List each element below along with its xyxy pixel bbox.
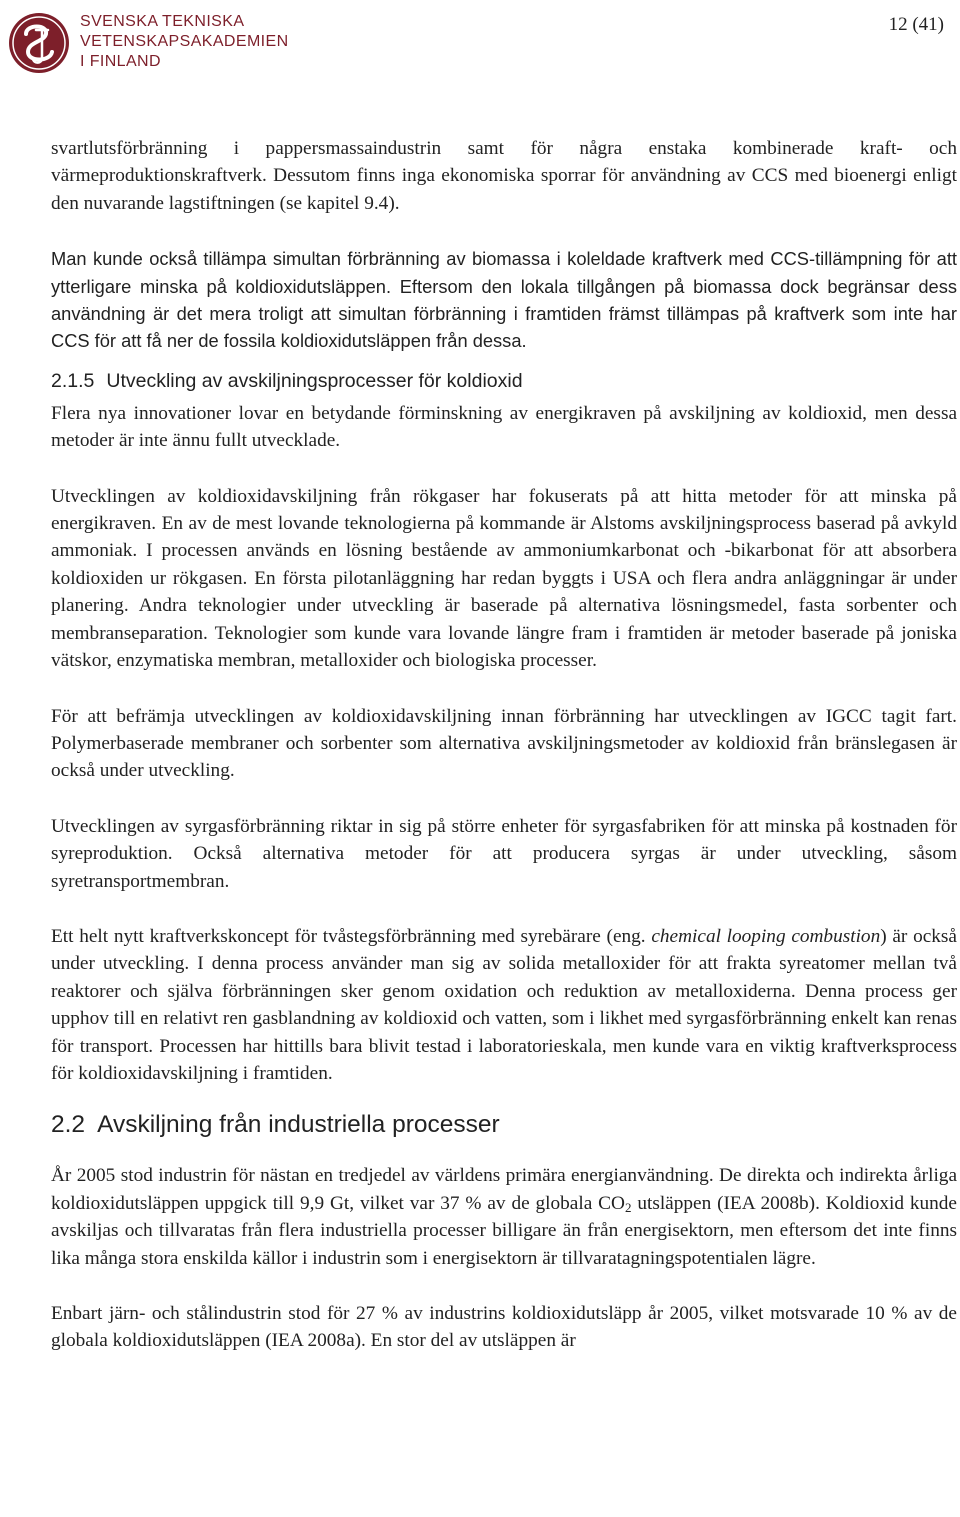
paragraph-flue-gas: Utvecklingen av koldioxidavskiljning från rökgaser har fokuserats på att hitta metoder för att minska på energikraven. En av de mest lovande teknologierna på kommande är Alstoms avskiljningsprocess baserad på avkyld ammoniak. I processen används en lösning bestående av ammoniumkarbonat och -bikarbonat för att absorbera koldioxiden ur rökgasen. En första pilotanläggning har redan byggts i USA och flera andra anläggningar är under planering. Andra teknologier under utveckling är baserade på alternativa lösningsmedel, fasta sorbenter och membranseparation. Teknologier som kunde vara lovande längre fram i framtiden är metoder baserade på joniska vätskor, enzymatiska membran, metalloxider och biologiska processer. <box>51 485 957 672</box>
paragraph-cofiring: Man kunde också tillämpa simultan förbränning av biomassa i koleldade kraftverk med CCS-tillämpning för att ytterligare minska på koldioxidutsläppen. Eftersom den lokala tillgången på biomassa dock begränsar dess användning är det mera troligt att simultan förbränning i framtiden främst tillämpas på kraftverk som inte har CCS för att få ner de fossila koldioxidutsläppen från dessa. <box>51 248 957 352</box>
academy-name-line-2: VETENSKAPSAKADEMIEN <box>80 33 289 50</box>
section-number: 2.1.5 <box>51 369 95 392</box>
paragraph-steel-industry: Enbart järn- och stålindustrin stod för 27 % av industrins koldioxidutsläpp år 2005, vilket motsvarade 10 % av de globala koldioxidutsläppen (IEA 2008a). En stor del av utsläppen är <box>51 1303 957 1352</box>
section-title: Avskiljning från industriella processer <box>97 1111 500 1139</box>
section-title: Utveckling av avskiljningsprocesser för koldioxid <box>106 369 523 392</box>
subscript: 2 <box>624 1199 632 1215</box>
text-run: utsläppen (IEA 2008b). Koldioxid kunde avskiljas och tillvaratas från flera industriella processer billigare än från energisektorn, men eftersom det inte finns lika många stora enskilda källor i industrin som i energisektorn är tillvaratagningspotentialen lägre. <box>51 1192 957 1269</box>
paragraph-oxyfuel: Utvecklingen av syrgasförbränning riktar in sig på större enheter för syrgasfabriken för att minska på kostnaden för syreproduktion. Också alternativa metoder för att producera syrgas är under utveckling, såsom syretransportmembran. <box>51 815 957 892</box>
page-number: 12 (41) <box>888 14 944 35</box>
document-body <box>51 135 957 1355</box>
text-run: År 2005 stod industrin för nästan en tredjedel av världens primära energianvändning. De direkta och indirekta årliga koldioxidutsläppen uppgick till 9,9 Gt, vilket var 37 % av de globala CO <box>51 1165 957 1214</box>
text-run: Ett helt nytt kraftverkskoncept för tvåstegsförbränning med syrebärare (eng. <box>51 925 652 947</box>
section-heading-2-1-5 <box>51 367 957 395</box>
section-heading-2-2 <box>51 1109 957 1141</box>
italic-term: chemical looping combustion <box>651 925 881 947</box>
paragraph-industry-emissions <box>51 1162 957 1272</box>
paragraph-bioenergy-ccs: svartlutsförbränning i pappersmassaindustrin samt för några enstaka kombinerade kraft- och värmeproduktionskraftverk. Dessutom finns inga ekonomiska sporrar för användning av CCS med bioenergi enligt den nuvarande lagstiftningen (se kapitel 9.4). <box>51 138 957 214</box>
academy-name-line-1: SVENSKA TEKNISKA <box>80 13 245 30</box>
paragraph-igcc: För att befrämja utvecklingen av koldioxidavskiljning innan förbränning har utvecklingen av IGCC tagit fart. Polymerbaserade membraner och sorbenter som alternativa avskiljningsmetoder av koldioxid från bränslegasen är också under utveckling. <box>51 705 957 782</box>
page-header <box>0 0 960 90</box>
paragraph-chemical-looping <box>51 923 957 1087</box>
paragraph-innovations: Flera nya innovationer lovar en betydande förminskning av energikraven på avskiljning av koldioxid, men dessa metoder är inte ännu fullt utvecklade. <box>51 402 957 452</box>
academy-monogram-icon <box>6 8 72 78</box>
academy-name <box>80 12 289 72</box>
text-run: ) är också under utveckling. I denna process använder man sig av solida metalloxider för att frakta syreatomer mellan två reaktorer och själva förbränningen sker genom oxidation och reduktion av metalloxiderna. Denna process ger upphov till en relativt ren gasblandning av koldioxid och vatten, som i likhet med syrgasförbränning enkelt kan renas för transport. Processen har hittills bara blivit testad i laboratorieskala, men kunde vara en viktig kraftverksprocess för koldioxidavskiljning i framtiden. <box>51 925 957 1084</box>
academy-name-line-3: I FINLAND <box>80 53 161 70</box>
section-number: 2.2 <box>51 1111 86 1139</box>
